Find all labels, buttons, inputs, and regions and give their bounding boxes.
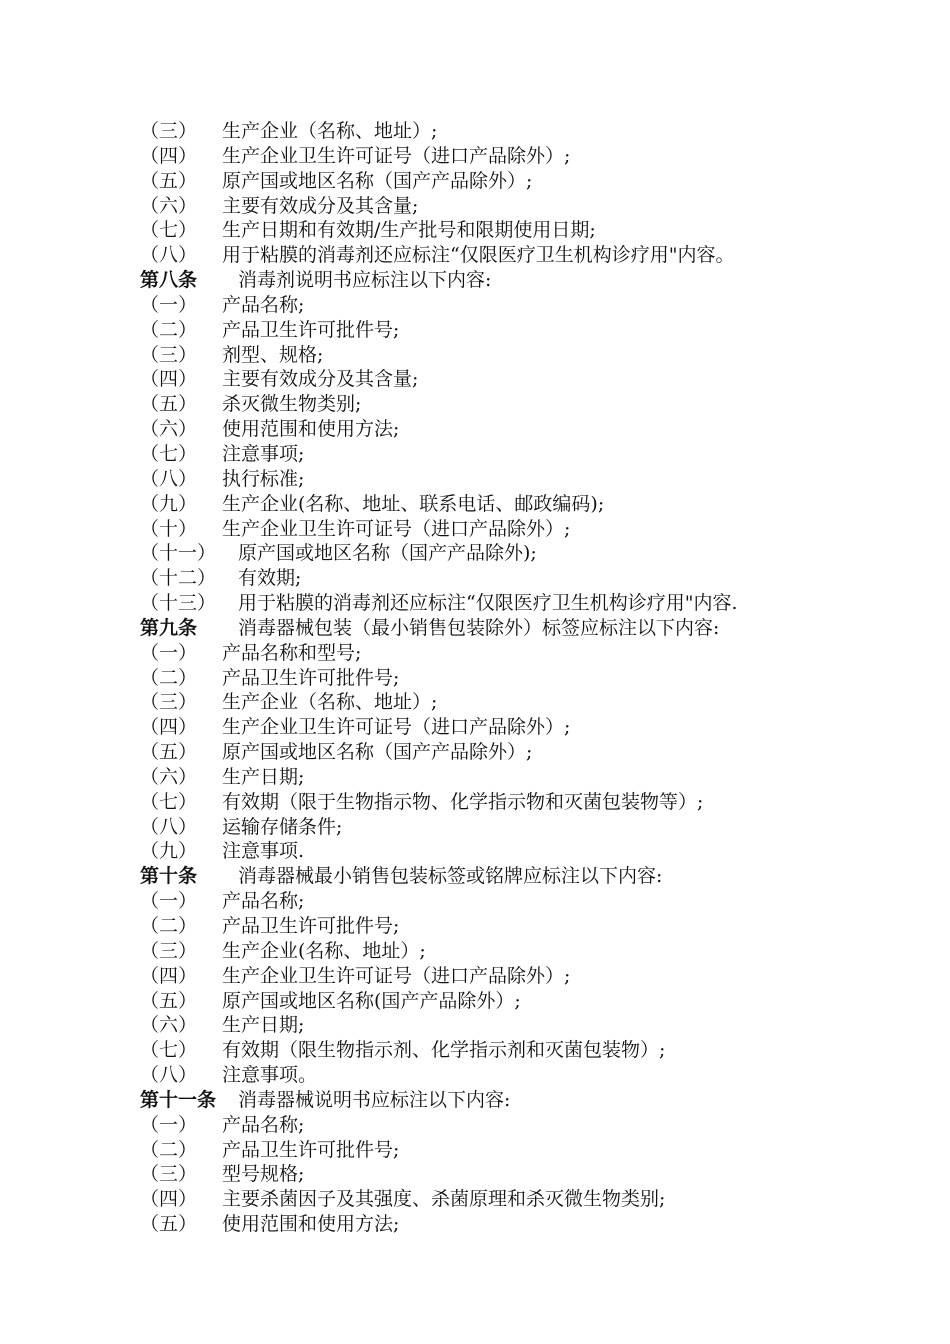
item-number: （二） [140,666,198,689]
item-number: （四） [140,716,198,739]
item-text: 有效期（限于生物指示物、化学指示物和灭菌包装物等）; [222,790,704,813]
item-number: （九） [140,492,198,515]
item-number: （三） [140,939,198,962]
list-item [140,641,930,666]
item-number: （七） [140,442,198,465]
item-text: 生产日期; [222,765,305,788]
item-number: （一） [140,293,198,316]
item-text: 产品名称; [222,1113,305,1136]
item-text: 使用范围和使用方法; [222,1213,400,1236]
item-number: （五） [140,1213,198,1236]
item-text: 主要杀菌因子及其强度、杀菌原理和杀灭微生物类别; [222,1188,666,1211]
item-number: （二） [140,1138,198,1161]
item-number: （三） [140,120,198,142]
list-item [140,889,930,914]
article-text: 消毒器械包装（最小销售包装除外）标签应标注以下内容: [238,616,720,639]
item-text: 产品卫生许可批件号; [222,915,400,937]
item-text: 生产企业卫生许可证号（进口产品除外）; [222,517,571,540]
item-text: 有效期（限生物指示剂、化学指示剂和灭菌包装物）; [222,1039,666,1062]
article-text: 消毒器械最小销售包装标签或铭牌应标注以下内容: [238,865,663,888]
list-item [140,467,930,492]
list-item [140,392,930,417]
article-text: 消毒器械说明书应标注以下内容: [238,1088,511,1111]
item-text: 注意事项。 [222,1064,318,1087]
article-heading [140,864,930,889]
item-text: 生产企业卫生许可证号（进口产品除外）; [222,716,571,739]
list-item [140,367,930,392]
item-text: 原产国或地区名称(国产产品除外）; [222,989,521,1012]
list-item [140,1113,930,1138]
item-number: （四） [140,1188,198,1211]
list-item [140,517,930,542]
item-number: （四） [140,368,198,391]
article-number: 第八条 [140,269,198,292]
list-item [140,566,930,591]
item-text: 生产企业卫生许可证号（进口产品除外）; [222,964,571,987]
list-item [140,989,930,1014]
list-item [140,815,930,840]
list-item [140,541,930,566]
article-heading [140,268,930,293]
article-heading [140,616,930,641]
item-text: 产品卫生许可批件号; [222,1138,400,1161]
list-item [140,492,930,517]
list-item [140,1138,930,1163]
item-number: （八） [140,244,198,267]
list-item [140,218,930,243]
item-number: （五） [140,169,198,192]
item-number: （三） [140,1163,198,1186]
item-number: （六） [140,194,198,217]
list-item [140,715,930,740]
list-item [140,318,930,343]
item-number: （七） [140,219,198,242]
item-number: （九） [140,840,198,863]
item-number: （一） [140,890,198,913]
item-text: 有效期; [238,567,302,590]
item-text: 产品名称; [222,890,305,913]
item-text: 生产企业（名称、地址）; [222,691,438,714]
item-number: （六） [140,1014,198,1037]
list-item [140,1187,930,1212]
item-text: 产品卫生许可批件号; [222,318,400,341]
item-number: （五） [140,741,198,764]
item-text: 生产企业卫生许可证号（进口产品除外）; [222,144,571,167]
list-item [140,740,930,765]
list-item [140,591,930,616]
list-item [140,790,930,815]
item-number: （十二） [140,567,217,590]
item-number: （一） [140,641,198,664]
item-text: 杀灭微生物类别; [222,393,362,416]
article-number: 第十一条 [140,1088,217,1111]
item-text: 原产国或地区名称（国产产品除外）; [222,741,533,764]
list-item [140,119,930,144]
list-item [140,144,930,169]
item-number: （一） [140,1113,198,1136]
item-number: （十） [140,517,198,540]
item-number: （十三） [140,592,217,615]
item-text: 产品名称; [222,293,305,316]
article-heading [140,1088,930,1113]
list-item [140,939,930,964]
item-number: （三） [140,691,198,714]
list-item [140,1038,930,1063]
list-item [140,666,930,691]
item-text: 注意事项. [222,840,305,863]
item-text: 生产日期; [222,1014,305,1037]
item-text: 产品名称和型号; [222,641,362,664]
article-text: 消毒剂说明书应标注以下内容: [238,269,492,292]
item-text: 生产日期和有效期/生产批号和限期使用日期; [222,219,596,242]
item-text: 生产企业(名称、地址）; [222,939,426,962]
list-item [140,1013,930,1038]
list-item [140,243,930,268]
item-text: 生产企业(名称、地址、联系电话、邮政编码); [222,492,605,515]
article-number: 第九条 [140,616,198,639]
item-text: 型号规格; [222,1163,305,1186]
item-text: 主要有效成分及其含量; [222,194,419,217]
item-number: （三） [140,343,198,366]
list-item [140,169,930,194]
item-text: 用于粘膜的消毒剂还应标注“仅限医疗卫生机构诊疗用"内容. [238,592,738,615]
item-number: （六） [140,765,198,788]
list-item [140,194,930,219]
list-item [140,442,930,467]
list-item [140,1212,930,1237]
item-number: （七） [140,790,198,813]
item-number: （七） [140,1039,198,1062]
item-number: （五） [140,989,198,1012]
item-number: （四） [140,964,198,987]
item-number: （五） [140,393,198,416]
list-item [140,690,930,715]
list-item [140,293,930,318]
item-text: 产品卫生许可批件号; [222,666,400,689]
item-text: 主要有效成分及其含量; [222,368,419,391]
list-item [140,1063,930,1088]
item-text: 用于粘膜的消毒剂还应标注“仅限医疗卫生机构诊疗用"内容。 [222,244,735,267]
item-text: 执行标准; [222,467,305,490]
item-number: （四） [140,144,198,167]
article-number: 第十条 [140,865,198,888]
item-text: 运输存储条件; [222,815,343,838]
item-number: （二） [140,915,198,937]
item-text: 注意事项; [222,442,305,465]
item-number: （六） [140,418,198,441]
item-number: （二） [140,318,198,341]
list-item [140,839,930,864]
list-item [140,343,930,368]
list-item [140,914,930,939]
item-number: （八） [140,467,198,490]
item-number: （八） [140,815,198,838]
item-number: （八） [140,1064,198,1087]
item-text: 生产企业（名称、地址）; [222,120,438,142]
item-text: 使用范围和使用方法; [222,418,400,441]
item-text: 原产国或地区名称（国产产品除外）; [222,169,533,192]
item-number: （十一） [140,542,217,565]
document-body [140,119,930,1237]
list-item [140,417,930,442]
item-text: 剂型、规格; [222,343,324,366]
item-text: 原产国或地区名称（国产产品除外); [238,542,537,565]
list-item [140,1162,930,1187]
list-item [140,765,930,790]
list-item [140,964,930,989]
